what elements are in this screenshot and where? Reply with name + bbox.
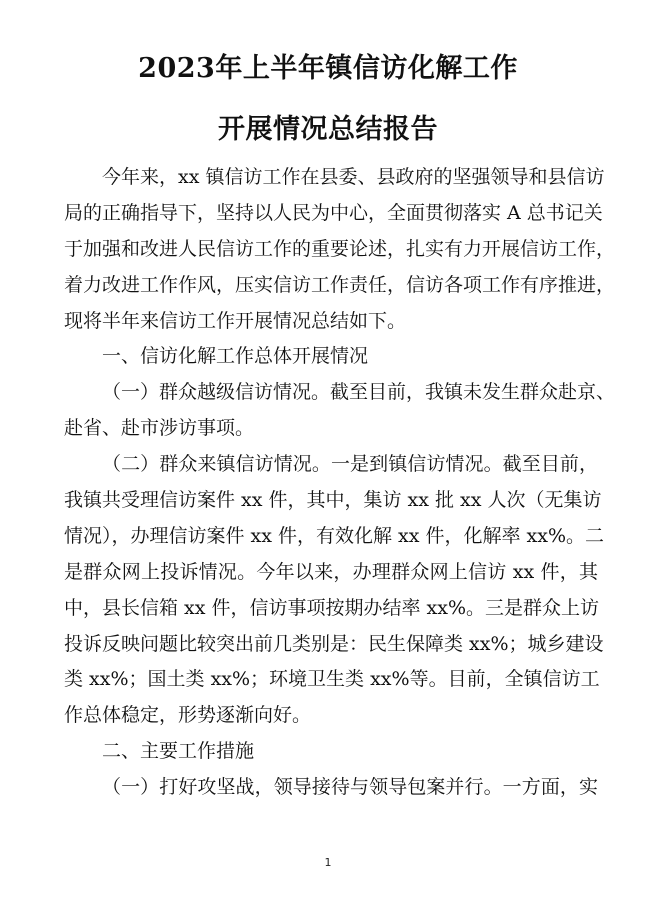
paragraph-line: 今年来，xx 镇信访工作在县委、县政府的坚强领导和县信访: [102, 166, 605, 188]
paragraph-line: 现将半年来信访工作开展情况总结如下。: [64, 309, 407, 332]
paragraph-line: 投诉反映问题比较突出前几类别是：民生保障类 xx%；城乡建设: [64, 632, 604, 655]
paragraph-line: 中，县长信箱 xx 件，信访事项按期办结率 xx%。三是群众上访: [64, 596, 600, 619]
paragraph-line: 作总体稳定，形势逐渐向好。: [64, 704, 312, 727]
body-text: [64, 160, 616, 806]
paragraph-line: 局的正确指导下，坚持以人民为中心，全面贯彻落实 A 总书记关: [64, 201, 603, 224]
paragraph-line: （一）群众越级信访情况。截至目前，我镇未发生群众赴京、: [102, 381, 616, 404]
paragraph-line: 赴省、赴市涉访事项。: [64, 417, 255, 440]
section-heading: 一、信访化解工作总体开展情况: [102, 345, 369, 368]
paragraph-line: 着力改进工作作风，压实信访工作责任，信访各项工作有序推进，: [64, 273, 616, 296]
paragraph-line: 我镇共受理信访案件 xx 件，其中，集访 xx 批 xx 人次（无集访: [64, 489, 602, 512]
paragraph-line: 类 xx%；国土类 xx%；环境卫生类 xx%等。目前，全镇信访工: [64, 668, 600, 691]
section-heading: 二、主要工作措施: [102, 740, 255, 763]
page-number: 1: [324, 856, 332, 869]
title-line-2: 开展情况总结报告: [218, 114, 438, 145]
paragraph-line: 是群众网上投诉情况。今年以来，办理群众网上信访 xx 件，其: [64, 560, 598, 583]
paragraph-line: （一）打好攻坚战，领导接待与领导包案并行。一方面，实: [102, 776, 598, 799]
paragraph-line: 情况），办理信访案件 xx 件，有效化解 xx 件，化解率 xx%。二: [64, 524, 605, 547]
paragraph-line: 于加强和改进人民信访工作的重要论述，扎实有力开展信访工作，: [64, 237, 616, 260]
title-line-1: 2023年上半年镇信访化解工作: [138, 53, 518, 84]
paragraph-line: （二）群众来镇信访情况。一是到镇信访情况。截至目前，: [102, 453, 598, 476]
